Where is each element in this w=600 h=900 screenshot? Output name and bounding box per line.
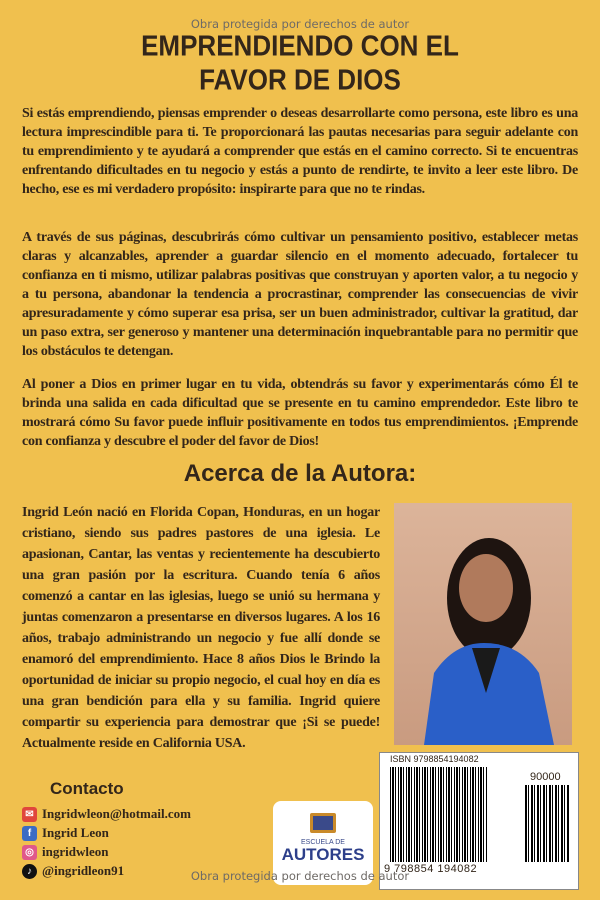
instagram-icon: ◎ — [22, 845, 37, 860]
contact-instagram-text: ingridwleon — [42, 844, 109, 859]
price-code: 90000 — [530, 771, 561, 783]
email-icon: ✉ — [22, 807, 37, 822]
contact-heading: Contacto — [50, 779, 124, 798]
barcode-bars — [390, 767, 487, 862]
contact-email-text: Ingridwleon@hotmail.com — [42, 806, 191, 821]
synopsis-paragraph-2: A través de sus páginas, descubrirás cómo cultivar un pensamiento positivo, establecer metas claras y alcanzables, aprender a guardar silencio en el momento adecuado, fortalecer tu confianza en ti mismo, utilizar palabras positivas que construyan y aporten valor, a tu negocio y a tu persona, abandonar la tendencia a procrastinar, comprender las consecuencias de vivir apresuradamente y cómo superar esa prisa, ser un buen administrador, cultivar la gratitud, dar un paso extra, ser generoso y mantener una determinación inquebrantable para no permitir que los obstáculos te detengan. — [22, 230, 578, 359]
author-bio: Ingrid León nació en Florida Copan, Honduras, en un hogar cristiano, siendo sus padres pastores de una iglesia. Le apasionan, Cantar, las ventas y recientemente ha descubierto una gran pasión por la escritura. Cuando tenía 6 años comenzó a cantar en las iglesias, luego se unió su hermana y juntas comenzaron a presentarse en diversos lugares. A los 16 años, trabajo administrando un negocio y fue allí donde se enamoró del emprendimiento. Hace 8 años Dios le Brindo la oportunidad de iniciar su propio negocio, el cual hoy en día es una gran bendición para ella y su familia. Ingrid quiere compartir su experiencia para demostrar que ¡Si se puede! Actualmente reside en California USA. — [22, 505, 380, 751]
synopsis-paragraph-1: Si estás emprendiendo, piensas emprender o deseas desarrollarte como persona, este libro es una lectura imprescindible para ti. Te proporcionará las pautas necesarias para seguir adelante con tu emprendimiento y te ayudará a comprender que estás en el camino correcto. Si te encuentras enfrentando dificultades en tu negocio y estás a punto de rendirte, te invito a leer este libro. De hecho, ese es mi verdadero propósito: inspirarte para que no te rindas. — [22, 106, 578, 197]
title-line-1: EMPRENDIENDO CON EL — [141, 28, 459, 62]
isbn-label: ISBN 9798854194082 — [390, 754, 479, 764]
title-line-2: FAVOR DE DIOS — [199, 63, 401, 96]
watermark-bottom: Obra protegida por derechos de autor — [190, 869, 410, 883]
tiktok-icon: ♪ — [22, 864, 37, 879]
price-barcode-bars — [525, 785, 570, 862]
contact-facebook[interactable] — [22, 825, 109, 841]
contact-facebook-text: Ingrid Leon — [42, 825, 109, 840]
facebook-icon: f — [22, 826, 37, 841]
author-photo — [394, 503, 572, 745]
publisher-big-text: AUTORES — [281, 845, 365, 864]
contact-tiktok-text: @ingridleon91 — [42, 863, 125, 878]
author-heading: Acerca de la Autora: — [183, 460, 417, 487]
publisher-small-text: ESCUELA DE — [301, 839, 345, 846]
contact-email[interactable] — [22, 806, 191, 822]
book-title — [0, 29, 600, 97]
barcode-digits: 9 798854 194082 — [384, 863, 478, 875]
watermark-top: Obra protegida por derechos de autor — [190, 17, 410, 31]
monitor-quill-icon — [310, 813, 336, 833]
contact-instagram[interactable] — [22, 844, 108, 860]
synopsis-paragraph-3: Al poner a Dios en primer lugar en tu vida, obtendrás su favor y experimentarás cómo Él te brinda una salida en cada dificultad que se presente en tu camino emprendedor. Este libro te mostrará cómo Su favor puede influir positivamente en todos tus emprendimientos. ¡Emprende con confianza y descubre el poder del favor de Dios! — [22, 377, 578, 449]
